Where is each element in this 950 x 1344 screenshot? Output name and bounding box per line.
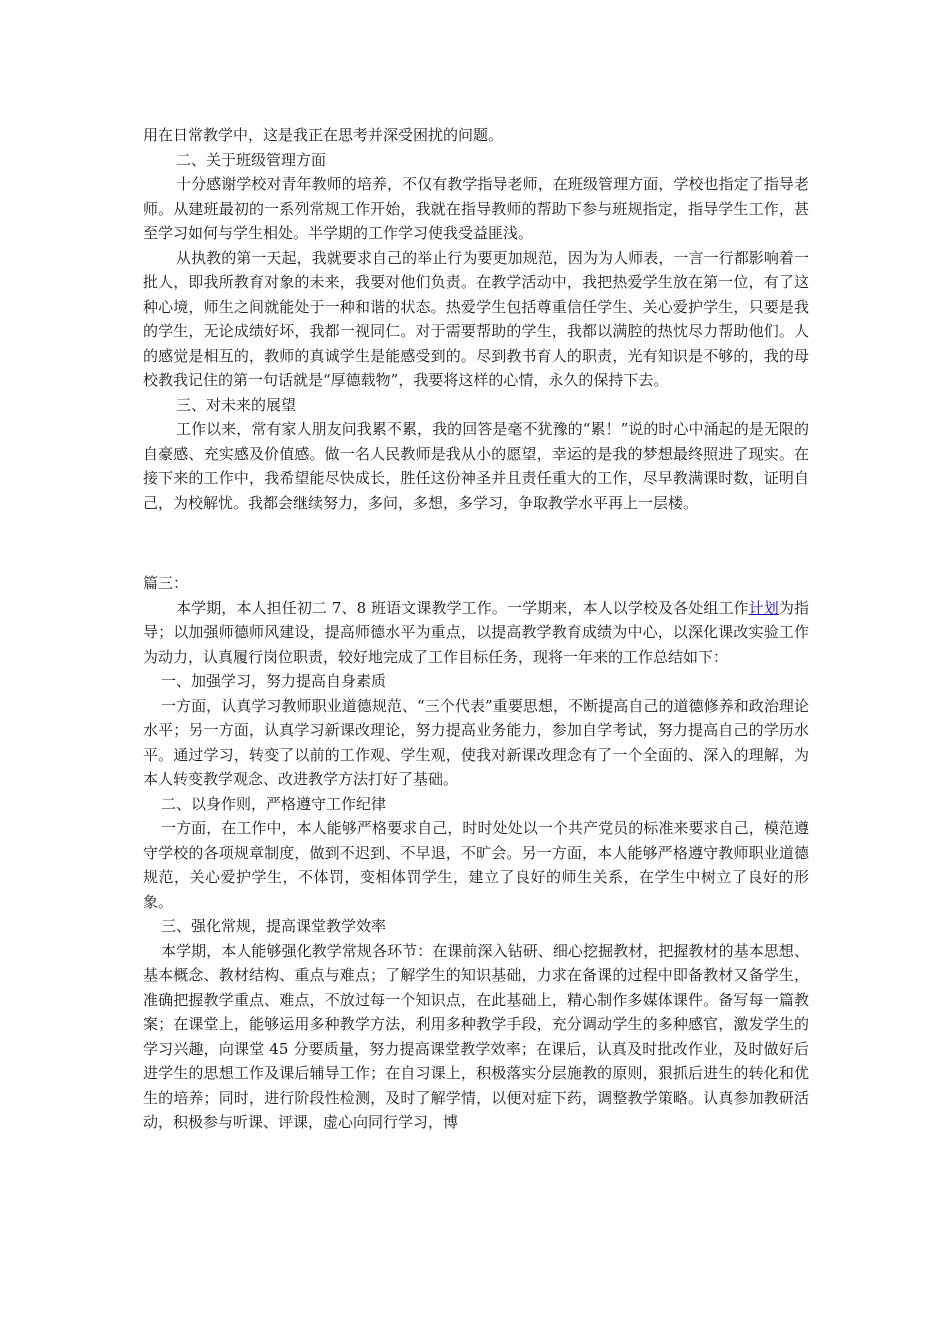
paragraph-conduct: 从执教的第一天起，我就要求自己的举止行为要更加规范，因为为人师表，一言一行都影响着一批人，即我所教育对象的未来，我要对他们负责。在教学活动中，我把热爱学生放在第一位，有了这种心境，师生之间就能处于一种和谐的状态。热爱学生包括尊重信任学生、关心爱护学生，只要是我的学生，无论成绩好坏，我都一视同仁。对于需要帮助的学生，我都以满腔的热忱尽力帮助他们。人的感觉是相互的，教师的真诚学生是能感受到的。尽到教书育人的职责，光有知识是不够的，我的母校教我记住的第一句话就是“厚德载物”，我要将这样的心情，永久的保持下去。 [143,248,809,389]
paragraph-intro [143,596,809,670]
heading-routine: 三、强化常规，提高课堂教学效率 [161,917,387,935]
document-page [143,123,809,1135]
section-title: 篇三： [143,574,189,592]
paragraph-study: 一方面，认真学习教师职业道德规范、“三个代表”重要思想，不断提高自己的道德修养和政治理论水平；另一方面，认真学习新课改理论，努力提高业务能力，参加自学考试，努力提高自己的学历水平。通过学习，转变了以前的工作观、学生观，使我对新课改理念有了一个全面的、深入的理解，为本人转变教学观念、改进教学方法打好了基础。 [143,696,809,788]
heading-study: 一、加强学习，努力提高自身素质 [161,672,387,690]
intro-text-after-link: 为指导；以加强师德师风建设，提高师德水平为重点，以提高教学教育成绩为中心，以深化课改实验工作为动力，认真履行岗位职责，较好地完成了工作目标任务，现将一年来的工作总结如下： [143,598,809,666]
intro-text-before-link: 本学期，本人担任初二 7、8 班语文课教学工作。一学期来，本人以学校及各处组工作 [176,598,749,617]
paragraph-routine: 本学期，本人能够强化教学常规各环节：在课前深入钻研、细心挖掘教材，把握教材的基本思想、基本概念、教材结构、重点与难点；了解学生的知识基础，力求在备课的过程中即备教材又备学生，准确把握教学重点、难点，不放过每一个知识点，在此基础上，精心制作多媒体课件。备写每一篇教案；在课堂上，能够运用多种教学方法，利用多种教学手段，充分调动学生的多种感官，激发学生的学习兴趣，向课堂 45 分要质量，努力提高课堂教学效率；在课后，认真及时批改作业，及时做好后进学生的思想工作及课后辅导工作；在自习课上，积极落实分层施教的原则，狠抓后进生的转化和优生的培养；同时，进行阶段性检测，及时了解学情，以便对症下药，调整教学策略。认真参加教研活动，积极参与听课、评课，虚心向同行学习，博 [143,941,809,1131]
heading-class-management: 二、关于班级管理方面 [176,150,327,169]
paragraph-discipline: 一方面，在工作中，本人能够严格要求自己，时时处处以一个共产党员的标准来要求自己，模范遵守学校的各项规章制度，做到不迟到、不早退，不旷会。另一方面，本人能够严格遵守教师职业道德规范，关心爱护学生，不体罚，变相体罚学生，建立了良好的师生关系，在学生中树立了良好的形象。 [143,819,809,911]
heading-future: 三、对未来的展望 [176,395,297,414]
heading-discipline: 二、以身作则，严格遵守工作纪律 [161,794,387,813]
paragraph-class-management: 十分感谢学校对青年教师的培养，不仅有教学指导老师，在班级管理方面，学校也指定了指导老师。从建班最初的一系列常规工作开始，我就在指导教师的帮助下参与班规指定，指导学生工作，甚至学习如何与学生相处。半学期的工作学习使我受益匪浅。 [143,175,809,242]
paragraph-future: 工作以来，常有家人朋友问我累不累，我的回答是毫不犹豫的“累！”说的时心中涌起的是无限的自豪感、充实感及价值感。做一名人民教师是我从小的愿望，幸运的是我的梦想最终照进了现实。在接下来的工作中，我希望能尽快成长，胜任这份神圣并且责任重大的工作，尽早教满课时数，证明自己，为校解忧。我都会继续努力，多问，多想，多学习，争取教学水平再上一层楼。 [143,420,809,512]
section-gap [143,515,809,571]
plan-link[interactable]: 计划 [748,598,779,617]
continuation-text: 用在日常教学中，这是我正在思考并深受困扰的问题。 [143,126,504,144]
